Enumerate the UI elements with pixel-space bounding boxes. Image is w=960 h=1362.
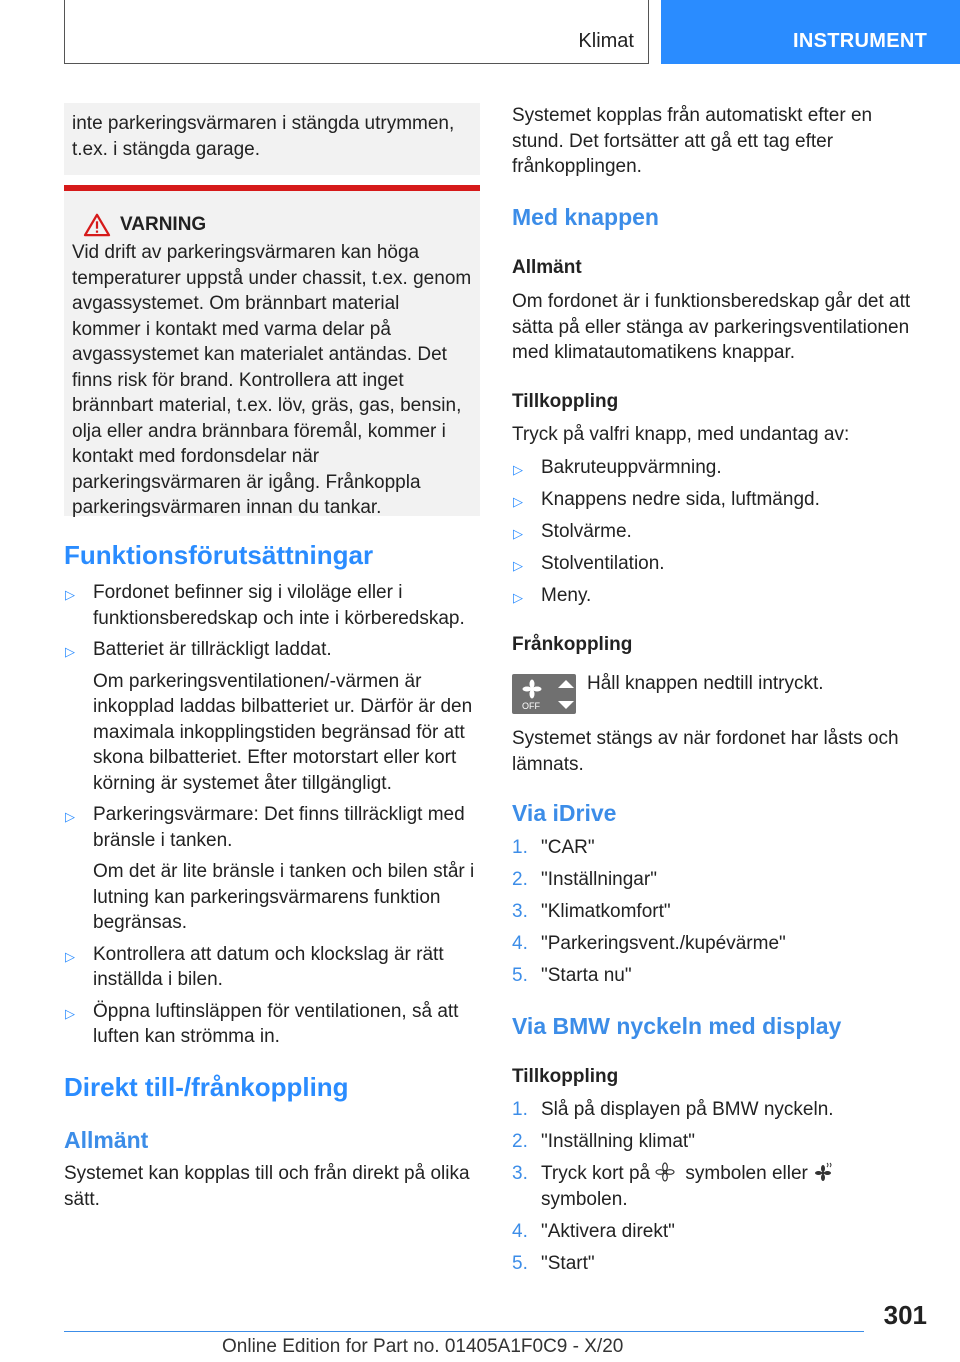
intro-block	[512, 103, 928, 180]
fan-button-icon	[512, 674, 576, 714]
triangle-bullet-icon: ▷	[513, 461, 523, 477]
header-section-tab	[64, 0, 649, 64]
list-item: ▷ Meny.	[512, 583, 928, 609]
warning-text: Vid drift av parkeringsvärmaren kan höga temperaturer uppstå under chassit, t.ex. genom avgassystemet. Om brännbart material kommer i kontakt med varma delar på avgassystemet kan materialet antändas. Det finns risk för brand. Kontrollera att inget brännbart material, t.ex. löv, gräs, gas, bensin, olja eller andra brännbara föremål, kommer i kontakt med fordonsdelar när parkeringsvärmaren är igång. Frånkoppla parkeringsvärmaren innan du tankar.	[72, 242, 472, 518]
tillkoppling-block	[512, 422, 928, 608]
note-box-text: inte parkeringsvärmaren i stängda utrymmen, t.ex. i stängda garage.	[72, 113, 455, 160]
allmant-left-block	[64, 1161, 480, 1212]
list-item: ▷ Fordonet befinner sig i viloläge eller i funktionsberedskap och inte i körberedskap.	[65, 582, 465, 629]
list-item: ▷ Parkeringsvärmare: Det finns tillräckligt med bränsle i tanken. Om det är lite bränsle i tanken och bilen står i lutning kan parkeringsvärmarens funktion begränsas.	[65, 804, 475, 933]
list-item: ▷ Öppna luftinsläppen för ventilationen, så att luften kan strömma in.	[65, 1000, 459, 1047]
warning-title: VARNING	[120, 214, 207, 235]
page-number: 301	[883, 1300, 927, 1330]
header-chapter-title: INSTRUMENT	[793, 30, 928, 52]
list-item: 3. Tryck kort på symbolen eller symbolen.	[512, 1161, 928, 1212]
bmw-steps-block	[512, 1097, 928, 1276]
frankoppling-after-block	[512, 726, 928, 777]
triangle-bullet-icon: ▷	[513, 525, 523, 541]
heading-tillkoppling: Tillkoppling	[512, 391, 619, 412]
list-item: ▷ Batteriet är tillräckligt laddat. Om parkeringsventilationen/-värmen är inkopplad laddas bilbatteriet ur. Därför är den maximala inkopplingstiden begränsad för att skona bilbatteriet. Efter motorstart eller kort körning är systemet åter tillgängligt.	[65, 639, 473, 794]
list-item: 1. Slå på displayen på BMW nyckeln.	[512, 1099, 834, 1120]
heading-tillkoppling-2: Tillkoppling	[512, 1066, 619, 1087]
exceptions-list	[512, 455, 928, 609]
list-item: ▷ Stolvärme.	[512, 519, 928, 545]
allmant-right-text: Om fordonet är i funktionsberedskap går det att sätta på eller stänga av parkeringsventilationen med klimatautomatikens knappar.	[512, 291, 911, 363]
funktion-list-wrap	[64, 580, 480, 1050]
button-off-label: OFF	[522, 701, 540, 711]
frankoppling-after-text: Systemet stängs av när fordonet har låsts och lämnats.	[512, 728, 899, 775]
triangle-bullet-icon: ▷	[513, 493, 523, 509]
list-item: 3. "Klimatkomfort"	[512, 901, 671, 922]
fan-heat-icon	[812, 1162, 834, 1182]
frankoppling-block	[587, 671, 927, 697]
triangle-bullet-icon: ▷	[65, 1005, 75, 1021]
heading-funktionsforutsattningar: Funktionsförutsättningar	[64, 540, 374, 570]
heading-frankoppling: Frånkoppling	[512, 634, 633, 655]
list-item: 2. "Inställningar"	[512, 869, 657, 890]
allmant-right-block	[512, 289, 928, 366]
triangle-bullet-icon: ▷	[65, 948, 75, 964]
funktion-list	[64, 580, 480, 1050]
triangle-bullet-icon: ▷	[513, 589, 523, 605]
header-section-title: Klimat	[578, 30, 634, 52]
list-item: 4. "Aktivera direkt"	[512, 1220, 675, 1242]
list-item: 2. "Inställning klimat"	[512, 1131, 695, 1152]
list-item: 4. "Parkeringsvent./kupévärme"	[512, 933, 786, 954]
heading-via-bmw-nyckeln: Via BMW nyckeln med display	[512, 1013, 842, 1039]
footer-edition: Online Edition for Part no. 01405A1F0C9 - X/20	[222, 1336, 624, 1357]
fan-off-button-image	[512, 674, 576, 714]
heading-via-idrive: Via iDrive	[512, 800, 617, 826]
triangle-bullet-icon: ▷	[513, 557, 523, 573]
warning-triangle-icon	[82, 213, 112, 237]
frankoppling-text: Håll knappen nedtill intryckt.	[587, 673, 824, 694]
triangle-bullet-icon: ▷	[65, 644, 75, 659]
warning-box	[64, 185, 480, 516]
triangle-bullet-icon: ▷	[65, 587, 75, 602]
heading-med-knappen: Med knappen	[512, 204, 659, 230]
heading-allmant-left: Allmänt	[64, 1127, 149, 1153]
intro-text: Systemet kopplas från automatiskt efter en stund. Det fortsätter att gå ett tag efter frånkopplingen.	[512, 105, 873, 177]
list-item: 1. "CAR"	[512, 837, 595, 858]
fan-outline-icon	[654, 1162, 676, 1182]
idrive-steps-block	[512, 835, 928, 989]
heading-direkt-till-frankoppling: Direkt till-/frånkoppling	[64, 1072, 349, 1102]
idrive-steps-list	[512, 835, 928, 989]
list-item: ▷ Kontrollera att datum och klockslag är rätt inställda i bilen.	[65, 943, 444, 990]
note-box-continued	[64, 103, 480, 175]
list-item: ▷ Knappens nedre sida, luftmängd.	[512, 487, 928, 513]
list-item: 5. "Start"	[512, 1252, 595, 1274]
bmw-steps-list	[512, 1097, 928, 1276]
list-item: ▷ Stolventilation.	[512, 551, 928, 577]
list-item: 5. "Starta nu"	[512, 965, 632, 986]
header-chapter-tab	[661, 0, 960, 64]
list-item: ▷ Bakruteuppvärmning.	[512, 455, 928, 481]
footer-divider	[64, 1331, 864, 1332]
tillkoppling-text: Tryck på valfri knapp, med undantag av:	[512, 424, 850, 445]
allmant-left-text: Systemet kan kopplas till och från direkt på olika sätt.	[64, 1163, 470, 1210]
triangle-bullet-icon: ▷	[65, 809, 75, 824]
heading-allmant-right: Allmänt	[512, 257, 582, 278]
